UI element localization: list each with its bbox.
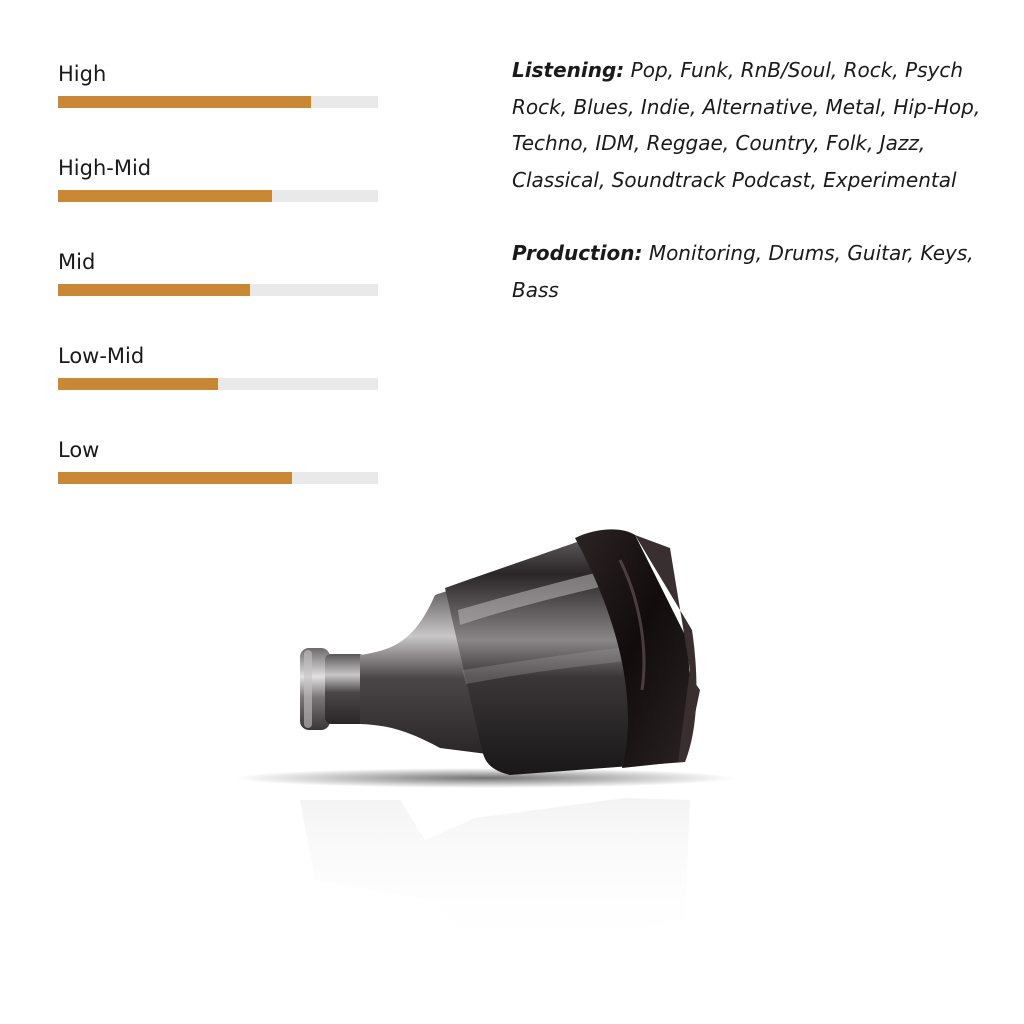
bar-label-high: High: [58, 62, 107, 86]
bar-fill-low-mid: [58, 378, 218, 390]
bar-mid: [58, 246, 378, 340]
listening-heading: Listening:: [512, 58, 625, 82]
frequency-bars: [58, 58, 378, 528]
bar-label-mid: Mid: [58, 250, 96, 274]
bar-fill-high: [58, 96, 311, 108]
earplug-icon: [230, 500, 790, 1000]
use-cases: [512, 52, 992, 345]
bar-track-mid: [58, 284, 378, 296]
bar-track-high: [58, 96, 378, 108]
bar-high: [58, 58, 378, 152]
bar-label-low: Low: [58, 438, 100, 462]
bar-high-mid: [58, 152, 378, 246]
bar-track-low: [58, 472, 378, 484]
production-text: Monitoring, Drums, Guitar, Keys, Bass: [512, 240, 974, 302]
earplug-product-image: [230, 500, 790, 1000]
bar-track-low-mid: [58, 378, 378, 390]
bar-track-high-mid: [58, 190, 378, 202]
bar-fill-low: [58, 472, 292, 484]
production-heading: Production:: [512, 240, 643, 265]
bar-low-mid: [58, 340, 378, 434]
bar-label-high-mid: High-Mid: [58, 156, 152, 180]
listening-paragraph: [512, 52, 992, 198]
bar-fill-high-mid: [58, 190, 272, 202]
bar-fill-mid: [58, 284, 250, 296]
production-paragraph: [512, 235, 992, 308]
listening-text: Pop, Funk, RnB/Soul, Rock, Psych Rock, Blues, Indie, Alternative, Metal, Hip-Hop, Techno, IDM, Reggae, Country, Folk, Jazz, Classical, Soundtrack Podcast, Experimental: [512, 58, 981, 192]
bar-label-low-mid: Low-Mid: [58, 344, 145, 368]
